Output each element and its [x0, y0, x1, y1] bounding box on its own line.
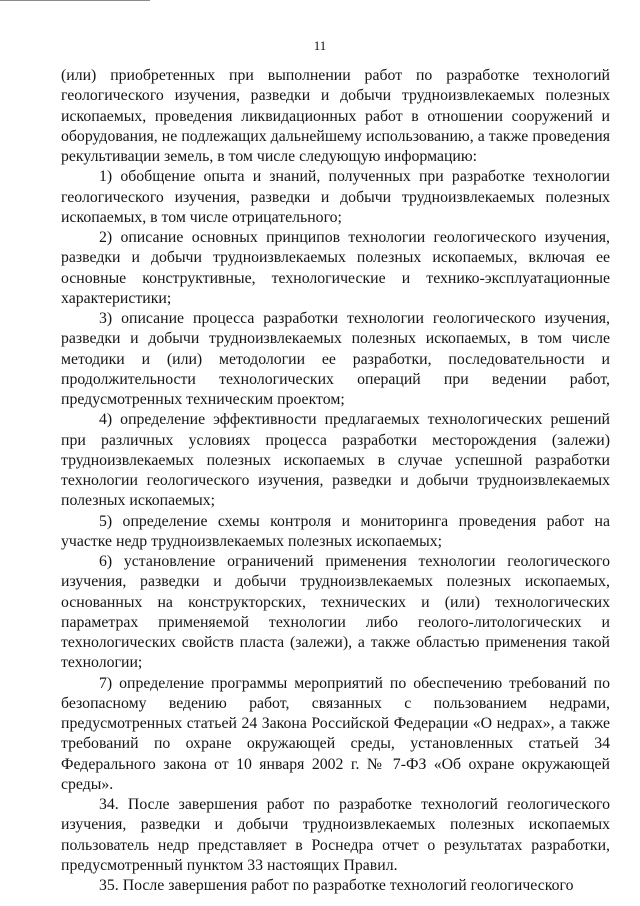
- document-body: [61, 66, 610, 896]
- clause-35: 35. После завершения работ по разработке технологий геологического: [99, 877, 574, 894]
- list-item-4: 4) определение эффективности предлагаемых технологических решений при различных условиях процесса разработки месторождения (залежи) трудноизвлекаемых полезных ископаемых в случае успешной разработки технологии геологического изучения, разведки и добычи трудноизвлекаемых полезных ископаемых;: [61, 411, 610, 510]
- list-item-1: 1) обобщение опыта и знаний, полученных при разработке технологии геологического изучения, разведки и добычи трудноизвлекаемых полезных ископаемых, в том числе отрицательного;: [61, 168, 610, 226]
- list-item-3: 3) описание процесса разработки технологии геологического изучения, разведки и добычи трудноизвлекаемых полезных ископаемых, в том числе методики и (или) методологии ее разработки, последовательности и продолжительности технологических операций при ведении работ, предусмотренных техническим проектом;: [61, 310, 610, 408]
- list-item-7: 7) определение программы мероприятий по обеспечению требований по безопасному ведению работ, связанных с пользованием недрами, предусмотренных статьей 24 Закона Российской Федерации «О недрах», а также требований по охране окружающей среды, установленных статьей 34 Федерального закона от 10 января 2002 г. № 7-ФЗ «Об охране окружающей среды».: [61, 674, 610, 793]
- clause-34: 34. После завершения работ по разработке технологий геологического изучения, разведки и добычи трудноизвлекаемых полезных ископаемых пользователь недр представляет в Роснедра отчет о результатах разработки, предусмотренный пунктом 33 настоящих Правил.: [61, 796, 610, 874]
- list-item-2: 2) описание основных принципов технологии геологического изучения, разведки и добычи трудноизвлекаемых полезных ископаемых, включая ее основные конструктивные, технологические и технико-эксплуатационные характеристики;: [61, 229, 610, 307]
- paragraph-continuation: (или) приобретенных при выполнении работ по разработке технологий геологического изучения, разведки и добычи трудноизвлекаемых полезных ископаемых, проведения ликвидационных работ в отношении сооружений и оборудования, не подлежащих дальнейшему использованию, а также проведения рекультивации земель, в том числе следующую информацию:: [61, 67, 610, 165]
- scan-edge-line: [0, 0, 150, 1]
- list-item-6: 6) установление ограничений применения технологии геологического изучения, разведки и добычи трудноизвлекаемых полезных ископаемых, основанных на конструкторских, технических и (или) технологических параметрах применяемой технологии либо геолого-литологических и технологических свойств пласта (залежи), а также областью применения такой технологии;: [61, 553, 610, 672]
- page-number: 11: [313, 38, 327, 53]
- list-item-5: 5) определение схемы контроля и мониторинга проведения работ на участке недр трудноизвлекаемых полезных ископаемых;: [61, 512, 610, 550]
